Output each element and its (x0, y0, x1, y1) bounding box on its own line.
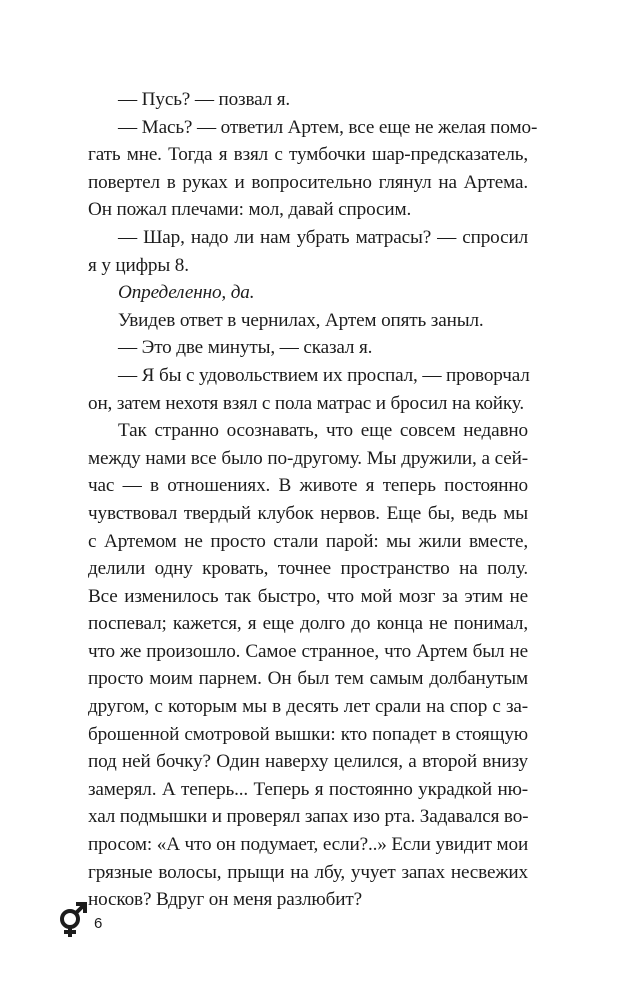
text-line: делили одну кровать, точнее пространство на полу. (88, 558, 528, 580)
paragraph (88, 362, 528, 417)
text-line: между нами все было по-другому. Мы дружили, а сей- (88, 447, 528, 469)
text-line: под ней бочку? Один наверху целился, а второй внизу (88, 751, 528, 773)
text-line: что же произошло. Самое странное, что Артем был не (88, 640, 528, 662)
paragraph (88, 224, 528, 279)
text-line: гать мне. Тогда я взял с тумбочки шар-предсказатель, (88, 144, 528, 166)
text-line: брошенной смотровой вышки: кто попадет в стоящую (88, 723, 528, 745)
text-line: с Артемом не просто стали парой: мы жили вместе, (88, 530, 528, 552)
text-line: другом, с которым мы в десять лет срали на спор с за- (88, 696, 528, 718)
text-line: Он пожал плечами: мол, давай спросим. (88, 199, 412, 221)
text-line: Определенно, да. (118, 282, 255, 304)
text-line: — Мась? — ответил Артем, все еще не желая помо- (118, 116, 538, 138)
text-line: хал подмышки и проверял запах изо рта. Задавался во- (88, 806, 529, 828)
text-line: просто моим парнем. Он был тем самым долбанутым (88, 668, 528, 690)
paragraph (88, 279, 528, 307)
paragraph (88, 307, 528, 335)
text-line: носков? Вдруг он меня разлюбит? (88, 889, 362, 911)
page-number: 6 (94, 915, 103, 932)
page-footer (56, 901, 102, 941)
text-line: — Я бы с удовольствием их проспал, — проворчал (118, 364, 530, 386)
text-line: — Пусь? — позвал я. (118, 89, 291, 110)
paragraph (88, 417, 528, 914)
paragraph (88, 86, 528, 114)
body-text (88, 86, 538, 914)
text-line: чувствовал твердый клубок нервов. Еще бы, ведь мы (88, 502, 528, 524)
text-line: час — в отношениях. В животе я теперь постоянно (88, 475, 528, 497)
paragraph (88, 114, 538, 224)
text-line: он, затем нехотя взял с пола матрас и бросил на койку. (88, 392, 524, 414)
text-line: грязные волосы, прыщи на лбу, учует запах несвежих (88, 861, 528, 883)
text-line: поспевал; кажется, я еще долго до конца не понимал, (88, 613, 528, 635)
paragraph (88, 334, 528, 362)
text-line: повертел в руках и вопросительно глянул на Артема. (88, 171, 528, 193)
text-line: Увидев ответ в чернилах, Артем опять заныл. (118, 309, 484, 331)
text-line: Все изменилось так быстро, что мой мозг за этим не (88, 585, 528, 607)
text-line: — Шар, надо ли нам убрать матрасы? — спросил (118, 226, 528, 248)
text-line: — Это две минуты, — сказал я. (118, 337, 373, 359)
gender-symbol-icon (56, 901, 90, 939)
text-line: Так странно осознавать, что еще совсем недавно (118, 420, 528, 442)
text-line: я у цифры 8. (88, 254, 189, 276)
text-line: замерял. А теперь... Теперь я постоянно украдкой ню- (88, 778, 528, 800)
text-line: просом: «А что он подумает, если?..» Если увидит мои (88, 834, 529, 856)
